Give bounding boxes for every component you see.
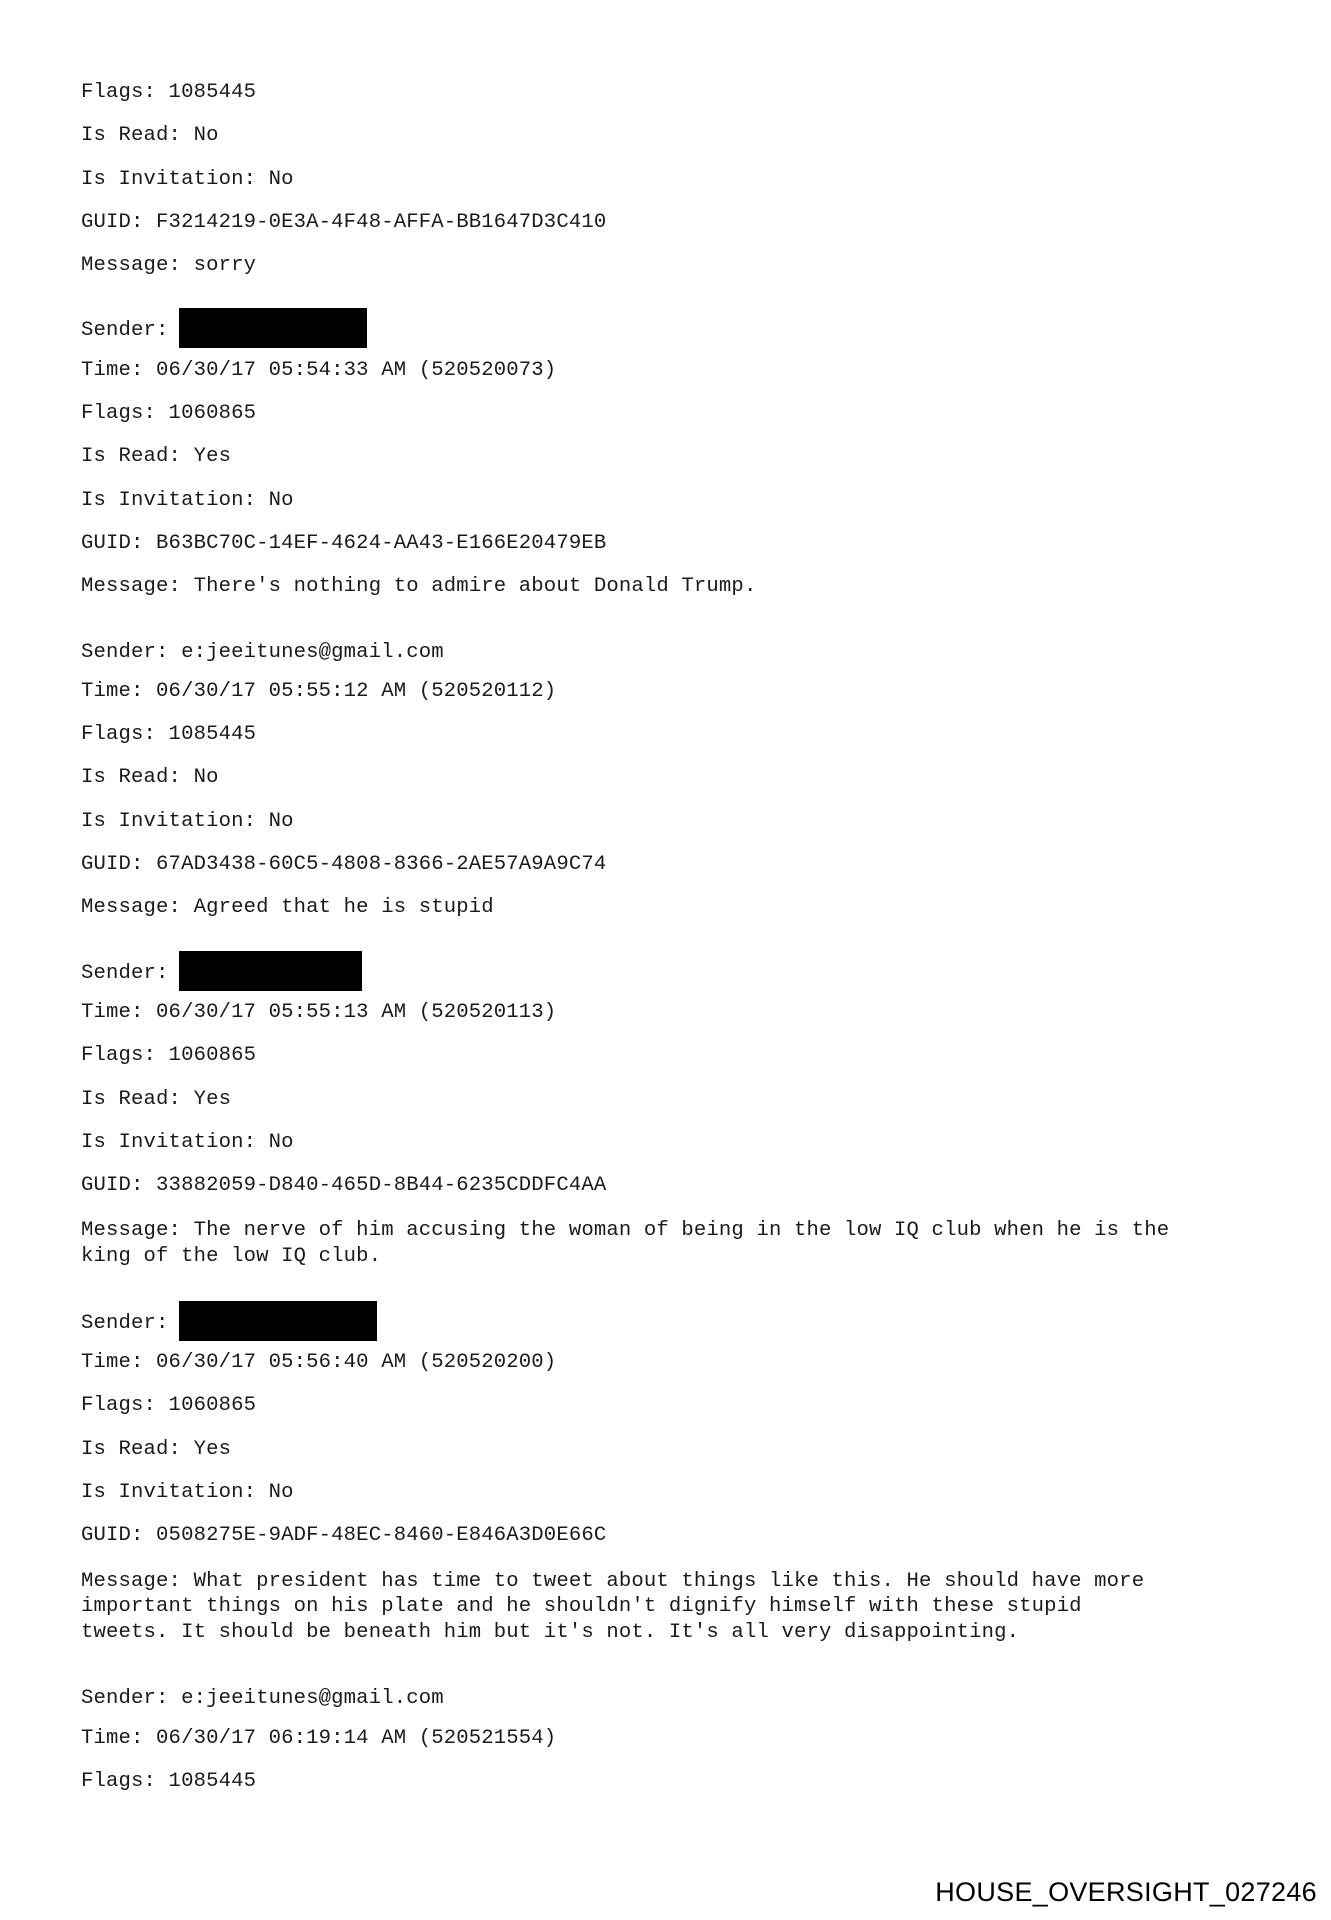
message-text-line: Message: The nerve of him accusing the woman of being in the low IQ club when he is the xyxy=(81,1219,1170,1243)
sender-text: Sender: xyxy=(81,1311,169,1335)
sender-text: Sender: e:jeeitunes@gmail.com xyxy=(81,640,444,664)
time-line: Time: 06/30/17 05:55:13 AM (520520113) xyxy=(81,1000,557,1024)
is-read-line: Is Read: No xyxy=(81,124,219,148)
message-line: Message: Agreed that he is stupid xyxy=(81,896,494,920)
message-block xyxy=(81,1569,1281,1646)
message-text-line: Message: What president has time to tweet about things like this. He should have more xyxy=(81,1569,1145,1593)
message-line: Message: sorry xyxy=(81,254,257,278)
record-separator xyxy=(81,1666,1281,1684)
message-text-line: king of the low IQ club. xyxy=(81,1244,382,1268)
is-read-line: Is Read: Yes xyxy=(81,445,232,469)
sender-text: Sender: e:jeeitunes@gmail.com xyxy=(81,1687,444,1711)
flags-line: Flags: 1060865 xyxy=(81,1394,257,1418)
is-read-line: Is Read: Yes xyxy=(81,1087,232,1111)
time-line: Time: 06/30/17 06:19:14 AM (520521554) xyxy=(81,1726,557,1750)
time-line: Time: 06/30/17 05:56:40 AM (520520200) xyxy=(81,1351,557,1375)
guid-line: GUID: 33882059-D840-465D-8B44-6235CDDFC4AA xyxy=(81,1174,607,1198)
flags-line: Flags: 1060865 xyxy=(81,1044,257,1068)
is-invitation-line: Is Invitation: No xyxy=(81,1130,294,1154)
message-text-line: important things on his plate and he shouldn't dignify himself with these stupid xyxy=(81,1595,1082,1618)
guid-line: GUID: B63BC70C-14EF-4624-AA43-E166E20479EB xyxy=(81,531,607,555)
time-line: Time: 06/30/17 05:54:33 AM (520520073) xyxy=(81,358,557,382)
is-invitation-line: Is Invitation: No xyxy=(81,167,294,191)
sender-text: Sender: xyxy=(81,961,169,985)
guid-line: GUID: F3214219-0E3A-4F48-AFFA-BB1647D3C410 xyxy=(81,210,607,234)
guid-line: GUID: 0508275E-9ADF-48EC-8460-E846A3D0E66C xyxy=(81,1524,607,1548)
sender-line xyxy=(81,316,1281,342)
message-log xyxy=(81,82,1281,1814)
flags-line: Flags: 1085445 xyxy=(81,81,257,104)
sender-line xyxy=(81,1309,1281,1335)
sender-line xyxy=(81,1684,1281,1710)
is-invitation-line: Is Invitation: No xyxy=(81,809,294,833)
record-separator xyxy=(81,620,1281,638)
message-block xyxy=(81,1218,1281,1269)
is-read-line: Is Read: No xyxy=(81,766,219,790)
bates-footer: HOUSE_OVERSIGHT_027246 xyxy=(935,1877,1317,1907)
is-invitation-line: Is Invitation: No xyxy=(81,1480,294,1504)
guid-line: GUID: 67AD3438-60C5-4808-8366-2AE57A9A9C74 xyxy=(81,853,607,877)
sender-line xyxy=(81,638,1281,664)
sender-line xyxy=(81,959,1281,985)
flags-line: Flags: 1085445 xyxy=(81,1769,257,1793)
sender-text: Sender: xyxy=(81,319,169,343)
is-read-line: Is Read: Yes xyxy=(81,1437,232,1461)
redaction-box xyxy=(179,951,362,991)
redaction-box xyxy=(179,1301,377,1341)
message-text-line: tweets. It should be beneath him but it's not. It's all very disappointing. xyxy=(81,1620,1020,1644)
flags-line: Flags: 1060865 xyxy=(81,402,257,426)
flags-line: Flags: 1085445 xyxy=(81,723,257,747)
redaction-box xyxy=(179,308,367,348)
message-line: Message: There's nothing to admire about Donald Trump. xyxy=(81,575,757,599)
time-line: Time: 06/30/17 05:55:12 AM (520520112) xyxy=(81,679,557,703)
is-invitation-line: Is Invitation: No xyxy=(81,488,294,512)
